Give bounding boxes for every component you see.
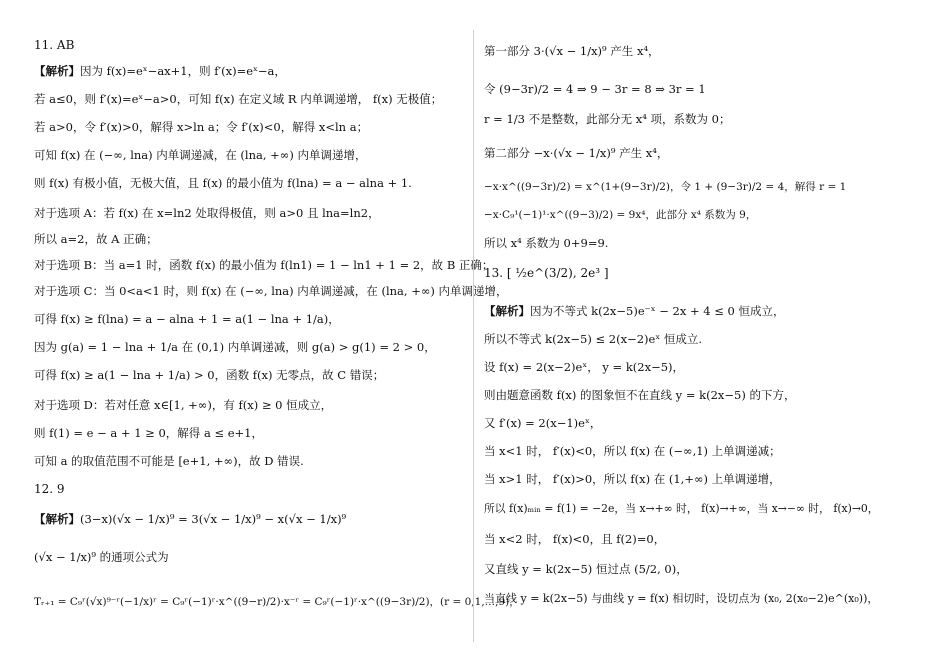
solution-line: 则 f(1) = e − a + 1 ≥ 0，解得 a ≤ e+1， — [34, 426, 263, 440]
solution-line: −x·x^((9−3r)/2) = x^(1+(9−3r)/2)，令 1 + (9−3r)/2 = 4，解得 r = 1 — [484, 181, 847, 193]
solution-line: −x·C₉¹(−1)¹·x^((9−3)/2) = 9x⁴，此部分 x⁴ 系数为 9， — [484, 209, 757, 221]
solution-line: 令 (9−3r)/2 = 4 ⇒ 9 − 3r = 8 ⇒ 3r = 1 — [484, 82, 706, 96]
solution-line: 当 x<1 时， f′(x)<0，所以 f(x) 在 (−∞,1) 上单调递减； — [484, 444, 781, 458]
solution-line: (√x − 1/x)⁹ 的通项公式为 — [34, 550, 169, 564]
solution-line: 对于选项 B：当 a=1 时，函数 f(x) 的最小值为 f(ln1) = 1 − ln1 + 1 = 2，故 B 正确； — [34, 258, 494, 272]
question-11-answer: 11. AB — [34, 38, 75, 52]
solution-line: 对于选项 C：当 0<a<1 时，则 f(x) 在 (−∞, lna) 内单调递减，在 (lna, +∞) 内单调递增， — [34, 284, 508, 298]
solution-line: 当 x>1 时， f′(x)>0，所以 f(x) 在 (1,+∞) 上单调递增， — [484, 472, 781, 486]
solution-line: 当直线 y = k(2x−5) 与曲线 y = f(x) 相切时，设切点为 (x₀, 2(x₀−2)e^(x₀))， — [484, 592, 879, 605]
solution-line: 对于选项 A：若 f(x) 在 x=ln2 处取得极值，则 a>0 且 lna=ln2， — [34, 206, 380, 220]
solution-line: 第一部分 3·(√x − 1/x)⁹ 产生 x⁴， — [484, 44, 660, 58]
question-12-answer: 12. 9 — [34, 482, 65, 496]
solution-line: 则 f(x) 有极小值，无极大值，且 f(x) 的最小值为 f(lna) = a − alna + 1. — [34, 176, 412, 190]
question-13-answer: 13. [ ½e^(3/2), 2e³ ] — [484, 266, 609, 280]
solution-line: 当 x<2 时， f(x)<0，且 f(2)=0， — [484, 532, 666, 546]
analysis-tag: 【解析】 — [484, 304, 530, 318]
solution-line: 又 f′(x) = 2(x−1)eˣ， — [484, 416, 602, 430]
solution-line: 所以 a=2，故 A 正确； — [34, 232, 158, 246]
question-13-analysis: 【解析】因为不等式 k(2x−5)e⁻ˣ − 2x + 4 ≤ 0 恒成立， — [484, 304, 785, 318]
question-11-analysis: 【解析】因为 f(x)=eˣ−ax+1，则 f′(x)=eˣ−a， — [34, 64, 286, 78]
analysis-tag: 【解析】 — [34, 512, 80, 526]
solution-line: 若 a≤0，则 f′(x)=eˣ−a>0，可知 f(x) 在定义域 R 内单调递增， f(x) 无极值； — [34, 92, 443, 106]
solution-line: 若 a>0，令 f′(x)>0，解得 x>ln a；令 f′(x)<0，解得 x<ln a； — [34, 120, 369, 134]
solution-line: 设 f(x) = 2(x−2)eˣ， y = k(2x−5)， — [484, 360, 685, 374]
solution-line: 可得 f(x) ≥ a(1 − lna + 1/a) > 0，函数 f(x) 无零点，故 C 错误； — [34, 368, 385, 382]
solution-line: 可知 f(x) 在 (−∞, lna) 内单调递减，在 (lna, +∞) 内单调递增， — [34, 148, 367, 162]
question-12-analysis: 【解析】(3−x)(√x − 1/x)⁹ = 3(√x − 1/x)⁹ − x(√x − 1/x)⁹ — [34, 512, 347, 526]
solution-line: 所以 x⁴ 系数为 0+9=9. — [484, 236, 609, 250]
solution-line: 因为 g(a) = 1 − lna + 1/a 在 (0,1) 内单调递减，则 g(a) > g(1) = 2 > 0， — [34, 340, 436, 354]
formula-line: Tᵣ₊₁ = C₉ʳ(√x)⁹⁻ʳ(−1/x)ʳ = C₉ʳ(−1)ʳ·x^((9−r)/2)·x⁻ʳ = C₉ʳ(−1)ʳ·x^((9−3r)/2)，(r = 0,1,…,9)， — [34, 596, 520, 608]
solution-line: 第二部分 −x·(√x − 1/x)⁹ 产生 x⁴， — [484, 146, 669, 160]
analysis-tag: 【解析】 — [34, 64, 80, 78]
solution-line: 又直线 y = k(2x−5) 恒过点 (5/2, 0)， — [484, 562, 688, 576]
solution-line: 对于选项 D：若对任意 x∈[1, +∞)，有 f(x) ≥ 0 恒成立， — [34, 398, 333, 412]
solution-line: 则由题意函数 f(x) 的图象恒不在直线 y = k(2x−5) 的下方， — [484, 388, 796, 402]
solution-line: 所以 f(x)ₘᵢₙ = f(1) = −2e，当 x→+∞ 时， f(x)→+∞，当 x→−∞ 时， f(x)→0， — [484, 502, 879, 515]
solution-line: r = 1/3 不是整数，此部分无 x⁴ 项，系数为 0； — [484, 112, 731, 126]
solution-line: 所以不等式 k(2x−5) ≤ 2(x−2)eˣ 恒成立. — [484, 332, 703, 346]
solution-line: 可得 f(x) ≥ f(lna) = a − alna + 1 = a(1 − lna + 1/a)， — [34, 312, 340, 326]
solution-line: 可知 a 的取值范围不可能是 [e+1, +∞)，故 D 错误. — [34, 454, 304, 468]
column-divider — [473, 30, 474, 642]
